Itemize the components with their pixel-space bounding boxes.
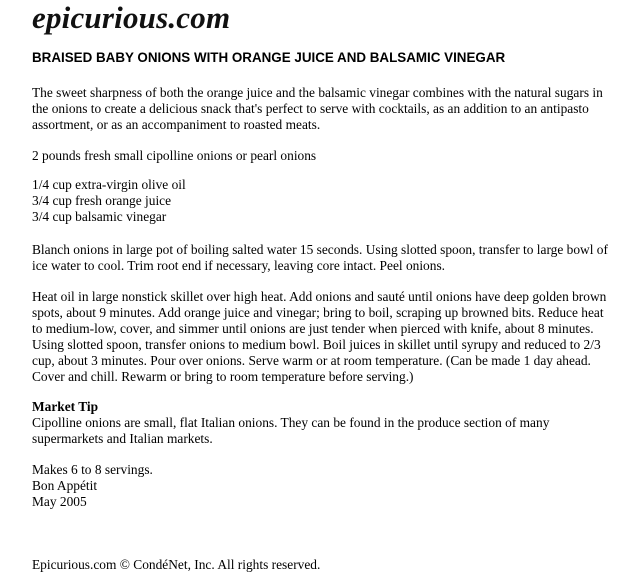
step-line: spots, about 9 minutes. Add orange juice and vinegar; bring to boil, scraping up browned bits. Reduce heat	[32, 305, 604, 320]
recipe-intro	[32, 85, 632, 133]
market-tip-line: supermarkets and Italian markets.	[32, 431, 213, 446]
ingredient-list	[32, 177, 632, 225]
recipe-meta	[32, 462, 632, 510]
market-tip-heading: Market Tip	[32, 399, 99, 414]
ingredient-line: 1/4 cup extra-virgin olive oil	[32, 177, 186, 192]
step-line: Heat oil in large nonstick skillet over high heat. Add onions and sauté until onions have deep golden brown	[32, 289, 607, 304]
intro-line: The sweet sharpness of both the orange juice and the balsamic vinegar combines with the natural sugars in	[32, 85, 603, 100]
step-line: Using slotted spoon, transfer onions to medium bowl. Boil juices in skillet until syrupy and reduced to 2/3	[32, 337, 601, 352]
servings: Makes 6 to 8 servings.	[32, 462, 153, 477]
recipe-date: May 2005	[32, 494, 87, 509]
recipe-title: BRAISED BABY ONIONS WITH ORANGE JUICE AND BALSAMIC VINEGAR	[32, 50, 506, 65]
intro-line: assortment, or as an accompaniment to roasted meats.	[32, 117, 321, 132]
market-tip-line: Cipolline onions are small, flat Italian onions. They can be found in the produce section of many	[32, 415, 550, 430]
market-tip	[32, 399, 632, 447]
ingredient-line: 2 pounds fresh small cipolline onions or pearl onions	[32, 148, 317, 163]
ingredient-line: 3/4 cup balsamic vinegar	[32, 209, 167, 224]
step-cook	[32, 289, 632, 385]
step-blanch	[32, 242, 632, 274]
ingredient-line: 3/4 cup fresh orange juice	[32, 193, 172, 208]
footer-copyright	[32, 557, 632, 573]
copyright-text: Epicurious.com © CondéNet, Inc. All rights reserved.	[32, 557, 321, 572]
step-line: ice water to cool. Trim root end if necessary, leaving core intact. Peel onions.	[32, 258, 446, 273]
step-line: Cover and chill. Rewarm or bring to room temperature before serving.)	[32, 369, 414, 384]
step-line: cup, about 3 minutes. Pour over onions. Serve warm or at room temperature. (Can be made 1 day ahead.	[32, 353, 591, 368]
ingredient-main	[32, 148, 632, 164]
recipe-source: Bon Appétit	[32, 478, 98, 493]
epicurious-logo: epicurious.com	[32, 0, 231, 35]
intro-line: the onions to create a delicious snack that's perfect to serve with cocktails, as an addition to an antipasto	[32, 101, 589, 116]
step-line: to medium-low, cover, and simmer until onions are just tender when pierced with knife, about 8 minutes.	[32, 321, 594, 336]
step-line: Blanch onions in large pot of boiling salted water 15 seconds. Using slotted spoon, transfer to large bowl of	[32, 242, 608, 257]
